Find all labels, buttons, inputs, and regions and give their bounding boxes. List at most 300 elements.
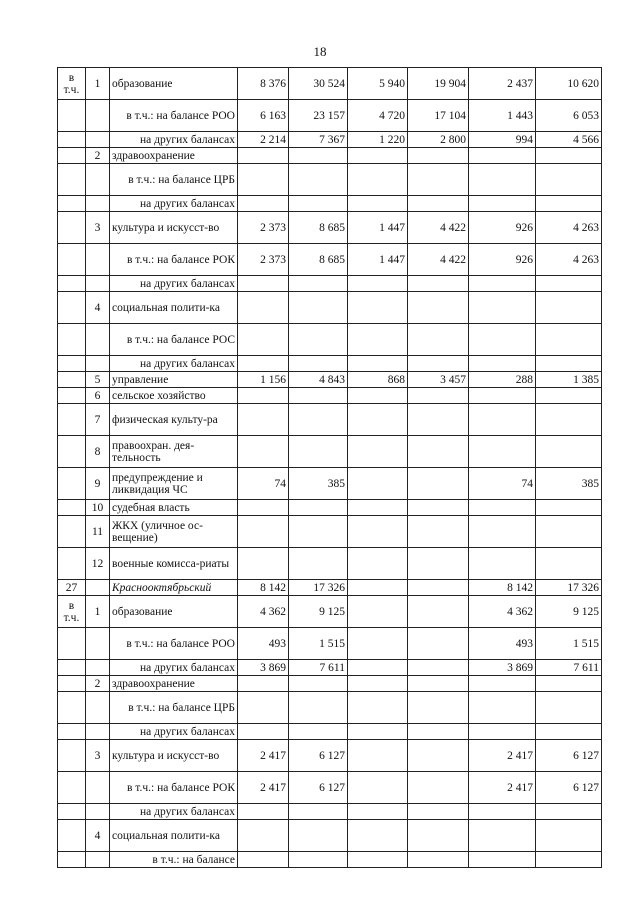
value-cell [408, 660, 469, 676]
value-cell [408, 724, 469, 740]
value-cell [536, 676, 602, 692]
value-cell: 2 800 [408, 132, 469, 148]
row-label-cell: правоохран. дея-тельность [110, 436, 238, 468]
value-cell [536, 276, 602, 292]
item-number-cell: 4 [86, 820, 110, 852]
item-number-cell [86, 628, 110, 660]
value-cell [238, 516, 289, 548]
row-label-cell: на других балансах [110, 660, 238, 676]
table-row [58, 628, 602, 660]
section-cell: в т.ч. [58, 68, 86, 100]
table-row [58, 68, 602, 100]
value-cell: 4 566 [536, 132, 602, 148]
value-cell: 2 437 [469, 68, 536, 100]
section-cell [58, 164, 86, 196]
value-cell [408, 356, 469, 372]
value-cell [408, 148, 469, 164]
value-cell: 5 940 [348, 68, 408, 100]
value-cell: 4 843 [289, 372, 348, 388]
value-cell: 6 127 [289, 740, 348, 772]
item-number-cell [86, 196, 110, 212]
value-cell [238, 804, 289, 820]
item-number-cell [86, 164, 110, 196]
table-row [58, 292, 602, 324]
value-cell [348, 740, 408, 772]
section-cell [58, 356, 86, 372]
value-cell [408, 772, 469, 804]
value-cell: 8 376 [238, 68, 289, 100]
section-cell [58, 372, 86, 388]
section-cell [58, 628, 86, 660]
item-number-cell: 10 [86, 500, 110, 516]
value-cell [348, 148, 408, 164]
row-label-cell: физическая культу-ра [110, 404, 238, 436]
value-cell: 2 417 [238, 772, 289, 804]
row-label-cell: ЖКХ (уличное ос-вещение) [110, 516, 238, 548]
table-row [58, 388, 602, 404]
value-cell [536, 388, 602, 404]
value-cell [289, 692, 348, 724]
section-cell [58, 660, 86, 676]
value-cell [469, 516, 536, 548]
value-cell [289, 548, 348, 580]
row-label-cell: военные комисса-риаты [110, 548, 238, 580]
value-cell [289, 852, 348, 868]
row-label-cell: социальная полити-ка [110, 820, 238, 852]
table-row [58, 196, 602, 212]
value-cell: 19 904 [408, 68, 469, 100]
value-cell: 6 127 [536, 740, 602, 772]
value-cell: 8 142 [469, 580, 536, 596]
value-cell: 385 [289, 468, 348, 500]
value-cell [408, 820, 469, 852]
section-cell [58, 548, 86, 580]
table-row [58, 436, 602, 468]
value-cell [408, 404, 469, 436]
value-cell [238, 404, 289, 436]
value-cell: 23 157 [289, 100, 348, 132]
value-cell [348, 548, 408, 580]
section-cell [58, 772, 86, 804]
item-number-cell [86, 356, 110, 372]
row-label-cell: здравоохранение [110, 676, 238, 692]
section-cell [58, 692, 86, 724]
value-cell [238, 724, 289, 740]
value-cell [408, 436, 469, 468]
value-cell: 7 367 [289, 132, 348, 148]
row-label-cell: судебная власть [110, 500, 238, 516]
value-cell: 17 326 [289, 580, 348, 596]
table-row [58, 804, 602, 820]
value-cell [469, 852, 536, 868]
value-cell [238, 164, 289, 196]
row-label-cell: образование [110, 596, 238, 628]
item-number-cell: 12 [86, 548, 110, 580]
value-cell [408, 276, 469, 292]
table-row [58, 852, 602, 868]
item-number-cell [86, 276, 110, 292]
table-row [58, 820, 602, 852]
value-cell [238, 548, 289, 580]
value-cell [348, 596, 408, 628]
section-cell: 27 [58, 580, 86, 596]
value-cell: 493 [469, 628, 536, 660]
value-cell [408, 516, 469, 548]
value-cell: 3 869 [238, 660, 289, 676]
value-cell [238, 500, 289, 516]
value-cell: 1 220 [348, 132, 408, 148]
table-row [58, 468, 602, 500]
section-cell [58, 292, 86, 324]
value-cell [238, 820, 289, 852]
item-number-cell [86, 772, 110, 804]
value-cell [536, 820, 602, 852]
value-cell [469, 676, 536, 692]
value-cell [408, 164, 469, 196]
item-number-cell: 6 [86, 388, 110, 404]
value-cell: 1 443 [469, 100, 536, 132]
row-label-cell: в т.ч.: на балансе РОС [110, 324, 238, 356]
value-cell [408, 324, 469, 356]
value-cell [469, 692, 536, 724]
value-cell [348, 772, 408, 804]
row-label-cell: культура и искусст-во [110, 740, 238, 772]
row-label-cell: управление [110, 372, 238, 388]
value-cell [289, 820, 348, 852]
item-number-cell: 5 [86, 372, 110, 388]
value-cell: 1 156 [238, 372, 289, 388]
value-cell [348, 804, 408, 820]
table-row [58, 372, 602, 388]
value-cell: 74 [238, 468, 289, 500]
section-cell [58, 100, 86, 132]
value-cell [289, 148, 348, 164]
row-label-cell: культура и искусст-во [110, 212, 238, 244]
page-number: 18 [313, 44, 327, 59]
row-label-cell: социальная полити-ка [110, 292, 238, 324]
value-cell: 7 611 [289, 660, 348, 676]
value-cell [408, 388, 469, 404]
table-row [58, 676, 602, 692]
value-cell: 9 125 [536, 596, 602, 628]
section-cell [58, 404, 86, 436]
value-cell [238, 388, 289, 404]
value-cell [536, 148, 602, 164]
value-cell [408, 676, 469, 692]
value-cell [469, 404, 536, 436]
value-cell: 868 [348, 372, 408, 388]
table-row [58, 724, 602, 740]
value-cell: 9 125 [289, 596, 348, 628]
value-cell [238, 356, 289, 372]
section-cell [58, 468, 86, 500]
value-cell: 2 373 [238, 212, 289, 244]
value-cell: 17 326 [536, 580, 602, 596]
row-label-cell: здравоохранение [110, 148, 238, 164]
value-cell: 4 263 [536, 212, 602, 244]
value-cell [238, 692, 289, 724]
section-cell [58, 804, 86, 820]
item-number-cell [86, 724, 110, 740]
value-cell: 3 457 [408, 372, 469, 388]
section-cell: в т.ч. [58, 596, 86, 628]
value-cell: 4 422 [408, 244, 469, 276]
value-cell [408, 628, 469, 660]
value-cell [469, 436, 536, 468]
value-cell [408, 580, 469, 596]
value-cell [536, 500, 602, 516]
item-number-cell: 1 [86, 596, 110, 628]
value-cell [348, 388, 408, 404]
value-cell: 3 869 [469, 660, 536, 676]
item-number-cell [86, 852, 110, 868]
value-cell: 17 104 [408, 100, 469, 132]
value-cell [408, 292, 469, 324]
value-cell [348, 164, 408, 196]
row-label-cell: в т.ч.: на балансе [110, 852, 238, 868]
value-cell [289, 356, 348, 372]
section-cell [58, 516, 86, 548]
value-cell [238, 196, 289, 212]
value-cell [536, 356, 602, 372]
section-cell [58, 724, 86, 740]
section-cell [58, 132, 86, 148]
value-cell: 1 385 [536, 372, 602, 388]
value-cell [536, 292, 602, 324]
value-cell: 2 417 [469, 740, 536, 772]
value-cell: 6 053 [536, 100, 602, 132]
row-label-cell: в т.ч.: на балансе РОО [110, 628, 238, 660]
value-cell [238, 276, 289, 292]
value-cell: 288 [469, 372, 536, 388]
row-label-cell: на других балансах [110, 276, 238, 292]
value-cell [536, 324, 602, 356]
section-cell [58, 244, 86, 276]
value-cell [469, 548, 536, 580]
row-label-cell: в т.ч.: на балансе РОК [110, 772, 238, 804]
value-cell [469, 276, 536, 292]
value-cell: 1 515 [536, 628, 602, 660]
value-cell [289, 436, 348, 468]
value-cell [289, 804, 348, 820]
value-cell [348, 436, 408, 468]
item-number-cell [86, 692, 110, 724]
row-label-cell: сельское хозяйство [110, 388, 238, 404]
row-label-cell: в т.ч.: на балансе ЦРБ [110, 164, 238, 196]
value-cell [536, 404, 602, 436]
value-cell [348, 724, 408, 740]
value-cell [348, 580, 408, 596]
value-cell [408, 548, 469, 580]
value-cell: 385 [536, 468, 602, 500]
table-row [58, 500, 602, 516]
value-cell: 10 620 [536, 68, 602, 100]
table-row [58, 740, 602, 772]
value-cell: 493 [238, 628, 289, 660]
value-cell [348, 276, 408, 292]
section-cell [58, 676, 86, 692]
value-cell [348, 292, 408, 324]
section-cell [58, 820, 86, 852]
item-number-cell [86, 580, 110, 596]
item-number-cell [86, 244, 110, 276]
value-cell [289, 516, 348, 548]
value-cell [408, 596, 469, 628]
value-cell [348, 356, 408, 372]
table-row [58, 580, 602, 596]
value-cell [536, 804, 602, 820]
value-cell [289, 196, 348, 212]
value-cell: 4 362 [469, 596, 536, 628]
table-row [58, 596, 602, 628]
item-number-cell: 2 [86, 676, 110, 692]
value-cell [469, 356, 536, 372]
value-cell [348, 404, 408, 436]
section-cell [58, 212, 86, 244]
table-body [58, 68, 602, 868]
value-cell: 2 214 [238, 132, 289, 148]
row-label-cell: на других балансах [110, 356, 238, 372]
value-cell [238, 148, 289, 164]
value-cell: 926 [469, 244, 536, 276]
value-cell: 4 422 [408, 212, 469, 244]
item-number-cell: 8 [86, 436, 110, 468]
item-number-cell [86, 660, 110, 676]
section-cell [58, 500, 86, 516]
value-cell [348, 692, 408, 724]
value-cell: 4 263 [536, 244, 602, 276]
item-number-cell: 4 [86, 292, 110, 324]
value-cell [536, 692, 602, 724]
value-cell [289, 276, 348, 292]
value-cell [238, 324, 289, 356]
value-cell [536, 548, 602, 580]
row-label-cell: образование [110, 68, 238, 100]
value-cell [348, 468, 408, 500]
row-label-cell: на других балансах [110, 132, 238, 148]
table-row [58, 772, 602, 804]
value-cell [348, 500, 408, 516]
value-cell [238, 436, 289, 468]
value-cell: 2 373 [238, 244, 289, 276]
value-cell: 4 362 [238, 596, 289, 628]
value-cell [469, 324, 536, 356]
item-number-cell: 3 [86, 740, 110, 772]
value-cell [238, 292, 289, 324]
row-label-cell: предупреждение и ликвидация ЧС [110, 468, 238, 500]
table-row [58, 212, 602, 244]
value-cell [408, 692, 469, 724]
row-label-cell: на других балансах [110, 724, 238, 740]
value-cell [289, 164, 348, 196]
item-number-cell: 1 [86, 68, 110, 100]
value-cell: 994 [469, 132, 536, 148]
value-cell: 6 127 [536, 772, 602, 804]
row-label-cell: на других балансах [110, 804, 238, 820]
item-number-cell: 9 [86, 468, 110, 500]
value-cell: 926 [469, 212, 536, 244]
item-number-cell [86, 804, 110, 820]
table-row [58, 276, 602, 292]
section-cell [58, 148, 86, 164]
value-cell [469, 164, 536, 196]
value-cell: 1 447 [348, 212, 408, 244]
value-cell [348, 516, 408, 548]
value-cell [408, 500, 469, 516]
section-cell [58, 324, 86, 356]
value-cell [469, 388, 536, 404]
value-cell [469, 196, 536, 212]
item-number-cell [86, 324, 110, 356]
value-cell [289, 292, 348, 324]
value-cell [536, 724, 602, 740]
row-label-cell: в т.ч.: на балансе ЦРБ [110, 692, 238, 724]
value-cell [348, 676, 408, 692]
value-cell [536, 436, 602, 468]
value-cell: 2 417 [469, 772, 536, 804]
value-cell: 8 685 [289, 244, 348, 276]
row-label-cell: Краснооктябрьский [110, 580, 238, 596]
table-row [58, 132, 602, 148]
value-cell [469, 500, 536, 516]
value-cell [408, 196, 469, 212]
table-row [58, 324, 602, 356]
value-cell [238, 852, 289, 868]
value-cell [348, 852, 408, 868]
value-cell [536, 164, 602, 196]
value-cell [536, 852, 602, 868]
item-number-cell: 7 [86, 404, 110, 436]
table-row [58, 244, 602, 276]
table-row [58, 548, 602, 580]
section-cell [58, 276, 86, 292]
table-row [58, 404, 602, 436]
value-cell: 2 417 [238, 740, 289, 772]
value-cell [469, 820, 536, 852]
value-cell [469, 724, 536, 740]
value-cell: 8 685 [289, 212, 348, 244]
value-cell [408, 740, 469, 772]
value-cell: 7 611 [536, 660, 602, 676]
value-cell: 6 127 [289, 772, 348, 804]
value-cell: 4 720 [348, 100, 408, 132]
value-cell [289, 724, 348, 740]
table-row [58, 660, 602, 676]
table-row [58, 356, 602, 372]
value-cell: 1 447 [348, 244, 408, 276]
value-cell [469, 148, 536, 164]
value-cell: 1 515 [289, 628, 348, 660]
table-row [58, 164, 602, 196]
value-cell [348, 660, 408, 676]
value-cell [348, 820, 408, 852]
section-cell [58, 196, 86, 212]
value-cell: 30 524 [289, 68, 348, 100]
value-cell [289, 324, 348, 356]
value-cell [238, 676, 289, 692]
section-cell [58, 852, 86, 868]
table-row [58, 516, 602, 548]
value-cell [289, 500, 348, 516]
value-cell [289, 676, 348, 692]
budget-table [57, 67, 602, 868]
value-cell [289, 388, 348, 404]
value-cell [348, 196, 408, 212]
value-cell [469, 804, 536, 820]
item-number-cell: 2 [86, 148, 110, 164]
value-cell [408, 804, 469, 820]
value-cell: 8 142 [238, 580, 289, 596]
